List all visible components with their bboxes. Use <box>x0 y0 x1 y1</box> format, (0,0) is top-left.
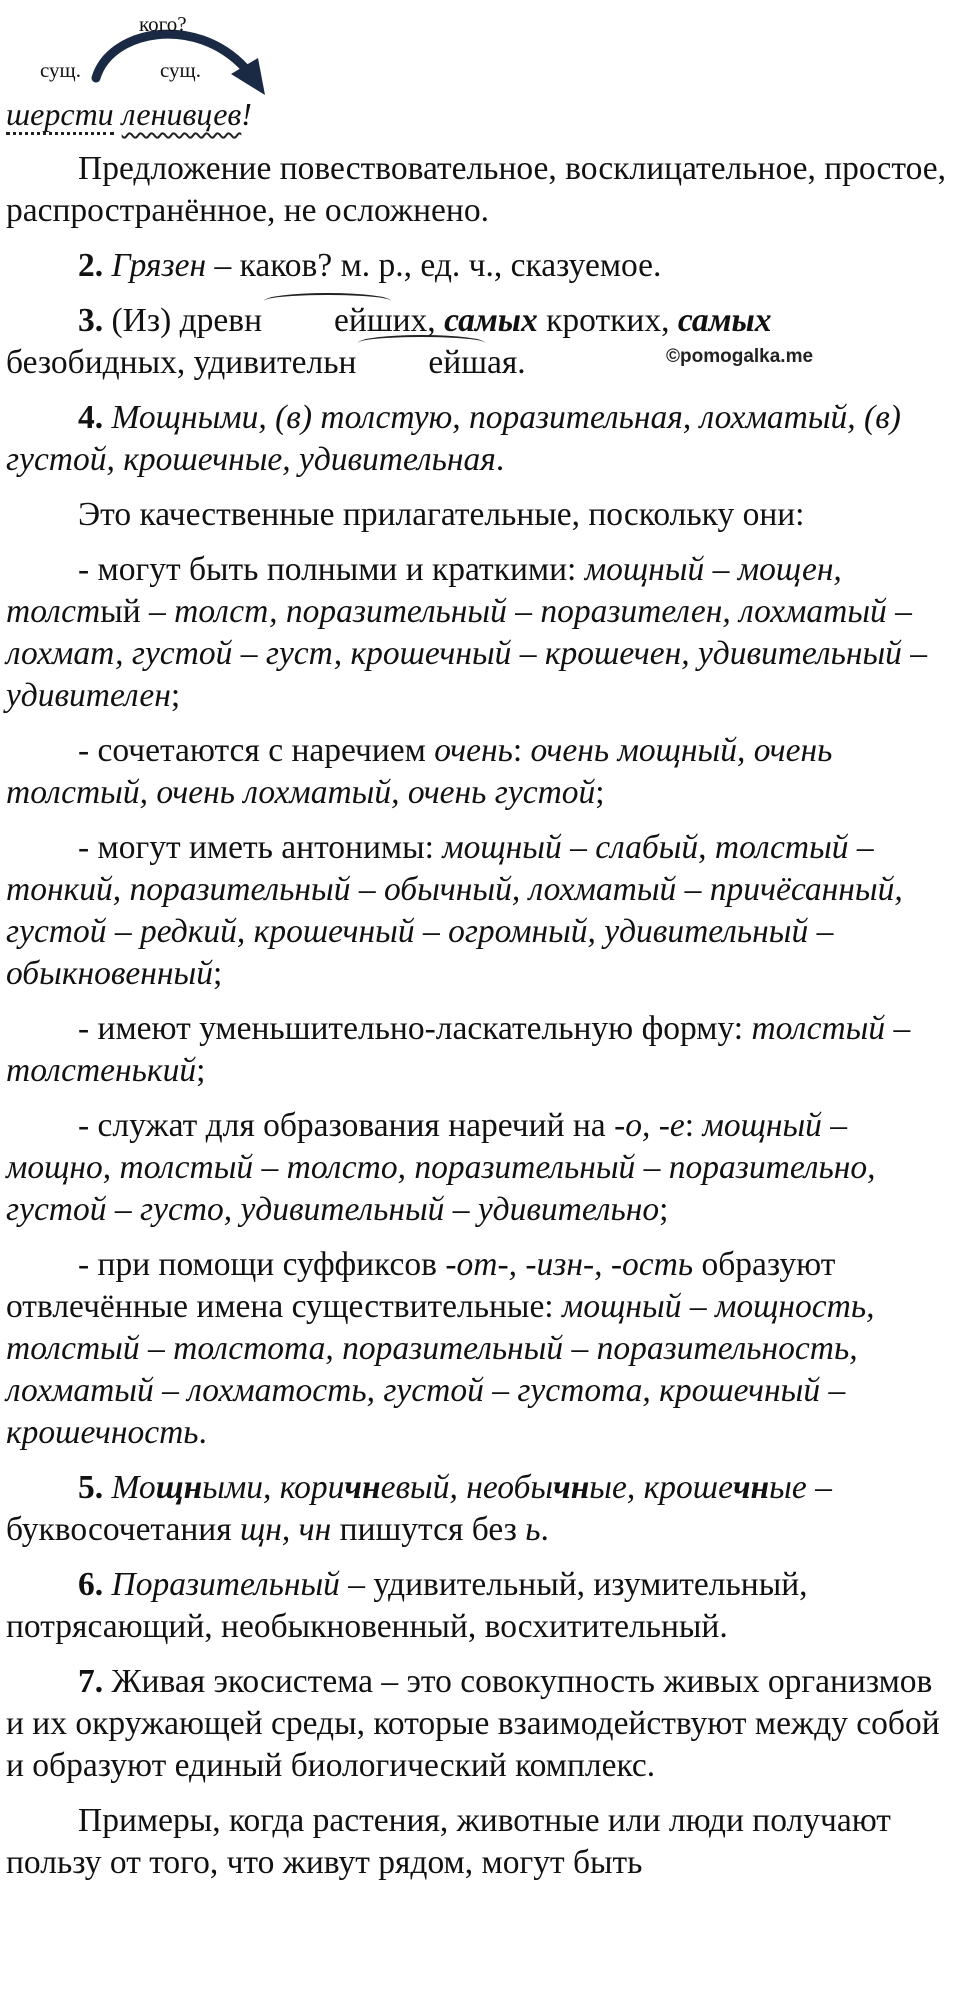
noun-label-1: сущ. <box>40 58 81 82</box>
item-2 <box>6 245 951 287</box>
bullet-adverb-ochen <box>6 730 951 814</box>
item-5-w2b: чн <box>344 1469 381 1506</box>
bullet-3-example: мощный – слабый, толстый – тонкий, поразительный – обычный, лохматый – причёсанный, густой – редкий, крошечный – огромный, удивительный – обыкновенный <box>6 829 903 992</box>
item-4 <box>6 397 951 481</box>
bullet-6-lead: - при помощи суффиксов <box>78 1246 446 1283</box>
bullet-6-mid: образуют отвлечённые имена существительные: <box>6 1246 836 1325</box>
item-5-pair: щн, чн <box>240 1511 332 1548</box>
bullet-5-lead: - служат для образования наречий на <box>78 1107 615 1144</box>
watermark: ©pomogalka.me <box>666 346 814 367</box>
item-5-rest-2: пишутся без <box>331 1511 526 1548</box>
item-3-text-5: ая. <box>487 344 526 381</box>
bullet-diminutive <box>6 1008 951 1092</box>
suffix-arc-1: ейш <box>262 300 393 342</box>
question-label: кого? <box>139 12 187 36</box>
item-5-w2c: евый, необы <box>380 1469 554 1506</box>
item-5-w4c: ые <box>769 1469 807 1506</box>
bullet-5-colon: : <box>684 1107 703 1144</box>
item-3-text-4: безобидных, удивительн <box>6 344 357 381</box>
item-5-w3b: чн <box>553 1469 590 1506</box>
word-samykh-2: самых <box>677 302 772 339</box>
item-5-w1b: щн <box>155 1469 203 1506</box>
suffix-arc-2: ейш <box>356 342 487 384</box>
end-mark: ! <box>241 96 252 132</box>
item-4-number: 4. <box>78 399 104 436</box>
item-5-w3c: ые, кроше <box>589 1469 733 1506</box>
bullet-2-word: очень <box>434 732 513 769</box>
item-5-soft-sign: ь <box>525 1511 541 1548</box>
item-5-rest: – буквосочетания <box>6 1469 832 1548</box>
item-7 <box>6 1661 951 1787</box>
bullet-6-example: мощный – мощность, толстый – толстота, поразительный – поразительность, лохматый – лохматость, густой – густота, крошечный – крошечность <box>6 1288 875 1451</box>
bullet-5-suffix: -о, -е <box>614 1107 685 1144</box>
bullet-2-end: ; <box>595 774 605 811</box>
item-2-word: Грязен <box>111 247 207 284</box>
sentence-parse-diagram <box>0 0 960 135</box>
item-3-text-3: кротких, <box>537 302 678 339</box>
bullet-6-suffix: -от-, -изн-, -ость <box>445 1246 694 1283</box>
bullet-abstract-nouns <box>6 1244 951 1454</box>
examples-paragraph <box>6 1800 951 1884</box>
item-3-text-1: (Из) древн <box>103 302 263 339</box>
word-samykh-1: самых <box>444 302 538 339</box>
answer-text <box>6 148 951 1897</box>
bullet-1-example-plain: ый <box>100 593 141 630</box>
bullet-3-end: ; <box>212 955 223 992</box>
item-4-text: Мощными, (в) толстую, поразительная, лохматый, (в) густой, крошечные, удивительная <box>6 399 901 478</box>
bullet-1-end: ; <box>170 677 181 714</box>
item-6-word: Поразительный <box>111 1566 340 1603</box>
parsed-phrase <box>6 96 252 133</box>
qualitative-intro <box>6 494 951 536</box>
sentence-characteristic <box>6 148 951 232</box>
examples-text: Примеры, когда растения, животные или люди получают пользу от того, что живут рядом, могут быть <box>6 1802 891 1881</box>
item-5-w4b: чн <box>732 1469 770 1506</box>
word-sloths: ленивцев <box>121 96 242 132</box>
bullet-1-example-2: – толст, поразительный – поразителен, лохматый – лохмат, густой – густ, крошечный – крошечен, удивительный – удивителен <box>6 593 928 714</box>
bullet-1-lead: - могут быть полными и краткими: <box>78 551 585 588</box>
item-2-text: – каков? м. р., ед. ч., сказуемое. <box>206 247 662 284</box>
item-3-number: 3. <box>78 302 104 339</box>
item-3 <box>6 300 951 384</box>
bullet-2-lead: - сочетаются с наречием <box>78 732 435 769</box>
noun-label-2: сущ. <box>160 58 201 82</box>
bullet-2-example: очень мощный, очень толстый, очень лохматый, очень густой <box>6 732 833 811</box>
bullet-antonyms <box>6 827 951 995</box>
bullet-1-example: мощный – мощен, толст <box>6 551 842 630</box>
bullet-2-colon: : <box>512 732 531 769</box>
item-5-end: . <box>540 1511 549 1548</box>
item-3-text-2: их, <box>392 302 445 339</box>
item-7-text: Живая экосистема – это совокупность живых организмов и их окружающей среды, которые взаимодействуют между собой и образуют единый биологический комплекс. <box>6 1663 940 1784</box>
bullet-4-example: толстый – толстенький <box>6 1010 911 1089</box>
item-2-number: 2. <box>78 247 104 284</box>
sentence-characteristic-text: Предложение повествовательное, восклицательное, простое, распространённое, не осложнено. <box>6 150 946 229</box>
bullet-5-end: ; <box>659 1191 669 1228</box>
bullet-4-end: ; <box>196 1052 206 1089</box>
item-6 <box>6 1564 951 1648</box>
bullet-adverbs <box>6 1105 951 1231</box>
item-5-number: 5. <box>78 1469 104 1506</box>
bullet-6-end: . <box>198 1414 207 1451</box>
word-wool: шерсти <box>6 96 114 135</box>
qualitative-intro-text: Это качественные прилагательные, поскольку они: <box>78 496 805 533</box>
item-5 <box>6 1467 951 1551</box>
item-6-number: 6. <box>78 1566 104 1603</box>
bullet-3-lead: - могут иметь антонимы: <box>78 829 443 866</box>
item-7-number: 7. <box>78 1663 104 1700</box>
item-5-w1c: ыми, кори <box>202 1469 345 1506</box>
item-4-end: . <box>495 441 505 478</box>
bullet-short-forms <box>6 549 951 717</box>
item-6-text: – удивительный, изумительный, потрясающий, необыкновенный, восхитительный. <box>6 1566 808 1645</box>
bullet-4-lead: - имеют уменьшительно-ласкательную форму: <box>78 1010 752 1047</box>
item-5-w1a: Мо <box>103 1469 156 1506</box>
bullet-5-example: мощный – мощно, толстый – толсто, поразительный – поразительно, густой – густо, удивительный – удивительно <box>6 1107 876 1228</box>
